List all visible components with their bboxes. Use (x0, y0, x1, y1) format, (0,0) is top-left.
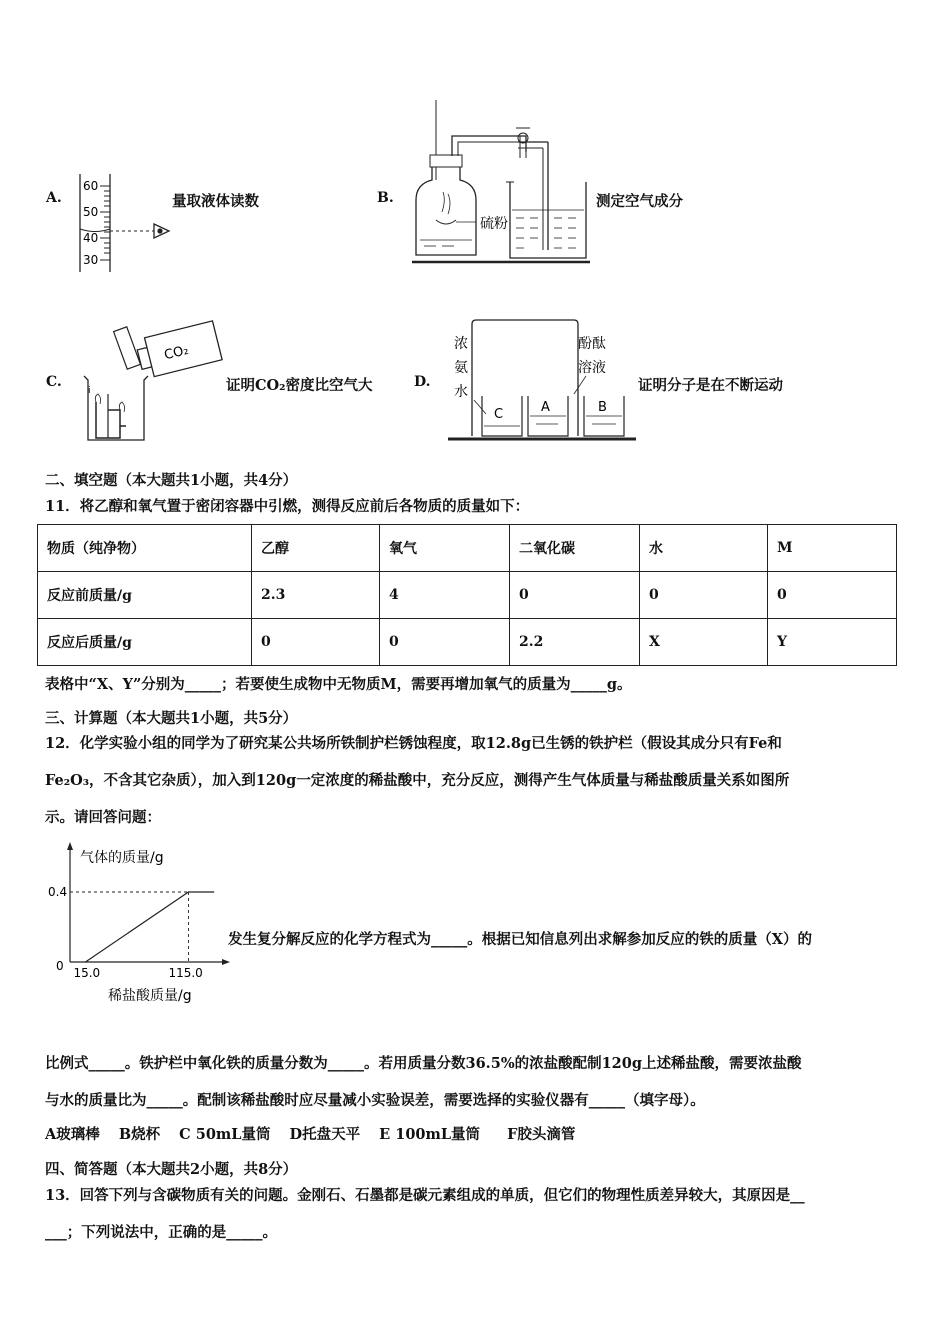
left-label-char: 水 (454, 384, 468, 400)
table-cell: 4 (380, 572, 510, 619)
x-tick-label: 15.0 (73, 966, 101, 980)
table-cell: 氧气 (380, 525, 510, 572)
question-13-line-1: 13．回答下列与含碳物质有关的问题。金刚石、石墨都是碳元素组成的单质，但它们的物理性质差异较大，其原因是__ (45, 1187, 805, 1204)
table-cell: X (640, 619, 768, 666)
right-label-line: 溶液 (578, 360, 606, 376)
left-label-char: 浓 (454, 336, 468, 352)
instrument-option: E 100mL量筒 (379, 1126, 481, 1143)
instrument-option: B烧杯 (118, 1126, 161, 1143)
section-4-heading: 四、简答题（本大题共2小题，共8分） (45, 1161, 298, 1178)
instrument-options (45, 1123, 575, 1144)
svg-text:i: i (88, 386, 91, 396)
table-cell: 0 (510, 572, 640, 619)
question-13-line-2: ___；下列说法中，正确的是_____。 (45, 1224, 277, 1241)
question-12-line-6: 与水的质量比为_____。配制该稀盐酸时应尽量减小实验误差，需要选择的实验仪器有_____（填字母）。 (45, 1092, 705, 1109)
question-11-blanks: 表格中“X、Y”分别为_____；若要使生成物中无物质M，需要再增加氧气的质量为_____g。 (45, 676, 632, 693)
question-12-line-5: 比例式_____。铁护栏中氧化铁的质量分数为_____。若用质量分数36.5%的浓盐酸配制120g上述稀盐酸，需要浓盐酸 (45, 1055, 802, 1072)
beside-chart-text: 发生复分解反应的化学方程式为_____。根据已知信息列出求解参加反应的铁的质量（X）的 (228, 931, 812, 948)
table-cell: 0 (380, 619, 510, 666)
option-b-caption: 测定空气成分 (596, 193, 683, 210)
cylinder-reading-figure (70, 172, 180, 274)
table-header-row (38, 525, 897, 572)
beaker-label: B (598, 400, 607, 415)
option-c-letter: C. (46, 374, 62, 390)
table-cell: 2.3 (252, 572, 380, 619)
y-axis-label: 气体的质量/g (80, 850, 164, 866)
table-cell: 物质（纯净物） (38, 525, 252, 572)
tick-label: 30 (83, 253, 99, 267)
section-2-heading: 二、填空题（本大题共1小题，共4分） (45, 472, 298, 489)
co2-bottle-label: CO₂ (162, 342, 191, 364)
table-row (38, 619, 897, 666)
instrument-option: F胶头滴管 (507, 1126, 576, 1143)
table-cell: 0 (768, 572, 897, 619)
table-cell: 0 (252, 619, 380, 666)
y-tick-label: 0.4 (48, 885, 68, 899)
sulfur-label: 硫粉 (480, 216, 508, 232)
question-12-line-2: Fe₂O₃，不含其它杂质），加入到120g一定浓度的稀盐酸中，充分反应，测得产生气体质量与稀盐酸质量关系如图所 (45, 772, 790, 789)
table-cell: M (768, 525, 897, 572)
origin-label: 0 (56, 959, 64, 973)
question-11-text: 11．将乙醇和氧气置于密闭容器中引燃，测得反应前后各物质的质量如下： (45, 498, 530, 515)
instrument-option: C 50mL量筒 (179, 1126, 271, 1143)
table-cell: Y (768, 619, 897, 666)
tick-label: 40 (83, 231, 99, 245)
series-line (85, 892, 214, 962)
instrument-option: A玻璃棒 (45, 1126, 100, 1143)
tick-label: 50 (83, 205, 99, 219)
option-b-letter: B. (377, 190, 394, 206)
x-axis-label: 稀盐酸质量/g (108, 988, 192, 1004)
table-cell: 反应前质量/g (38, 572, 252, 619)
beaker-label: A (541, 400, 550, 415)
co2-density-figure (78, 318, 228, 446)
air-composition-apparatus (408, 100, 593, 266)
beaker-label: C (494, 407, 504, 422)
table-cell: 2.2 (510, 619, 640, 666)
option-d-caption: 证明分子是在不断运动 (638, 377, 783, 394)
x-tick-label: 115.0 (168, 966, 203, 980)
section-3-heading: 三、计算题（本大题共1小题，共5分） (45, 710, 298, 727)
table-cell: 水 (640, 525, 768, 572)
right-label-line: 酚酞 (578, 336, 606, 352)
table-row (38, 572, 897, 619)
instrument-option: D托盘天平 (289, 1126, 361, 1143)
y-axis-arrow (67, 842, 73, 850)
gas-mass-chart (44, 834, 234, 1014)
mass-table (37, 524, 897, 666)
question-12-line-3: 示。请回答问题： (45, 809, 161, 826)
left-label-char: 氨 (454, 360, 468, 376)
x-axis-arrow (222, 959, 230, 965)
option-d-letter: D. (414, 374, 431, 390)
molecule-motion-figure (446, 318, 638, 446)
table-cell: 反应后质量/g (38, 619, 252, 666)
option-c-caption: 证明CO₂密度比空气大 (226, 377, 373, 394)
tick-label: 60 (83, 179, 99, 193)
option-a-caption: 量取液体读数 (172, 193, 259, 210)
table-cell: 0 (640, 572, 768, 619)
option-a-letter: A. (46, 190, 62, 206)
question-12-line-1: 12．化学实验小组的同学为了研究某公共场所铁制护栏锈蚀程度，取12.8g已生锈的铁护栏（假设其成分只有Fe和 (45, 735, 782, 752)
table-cell: 乙醇 (252, 525, 380, 572)
table-cell: 二氧化碳 (510, 525, 640, 572)
